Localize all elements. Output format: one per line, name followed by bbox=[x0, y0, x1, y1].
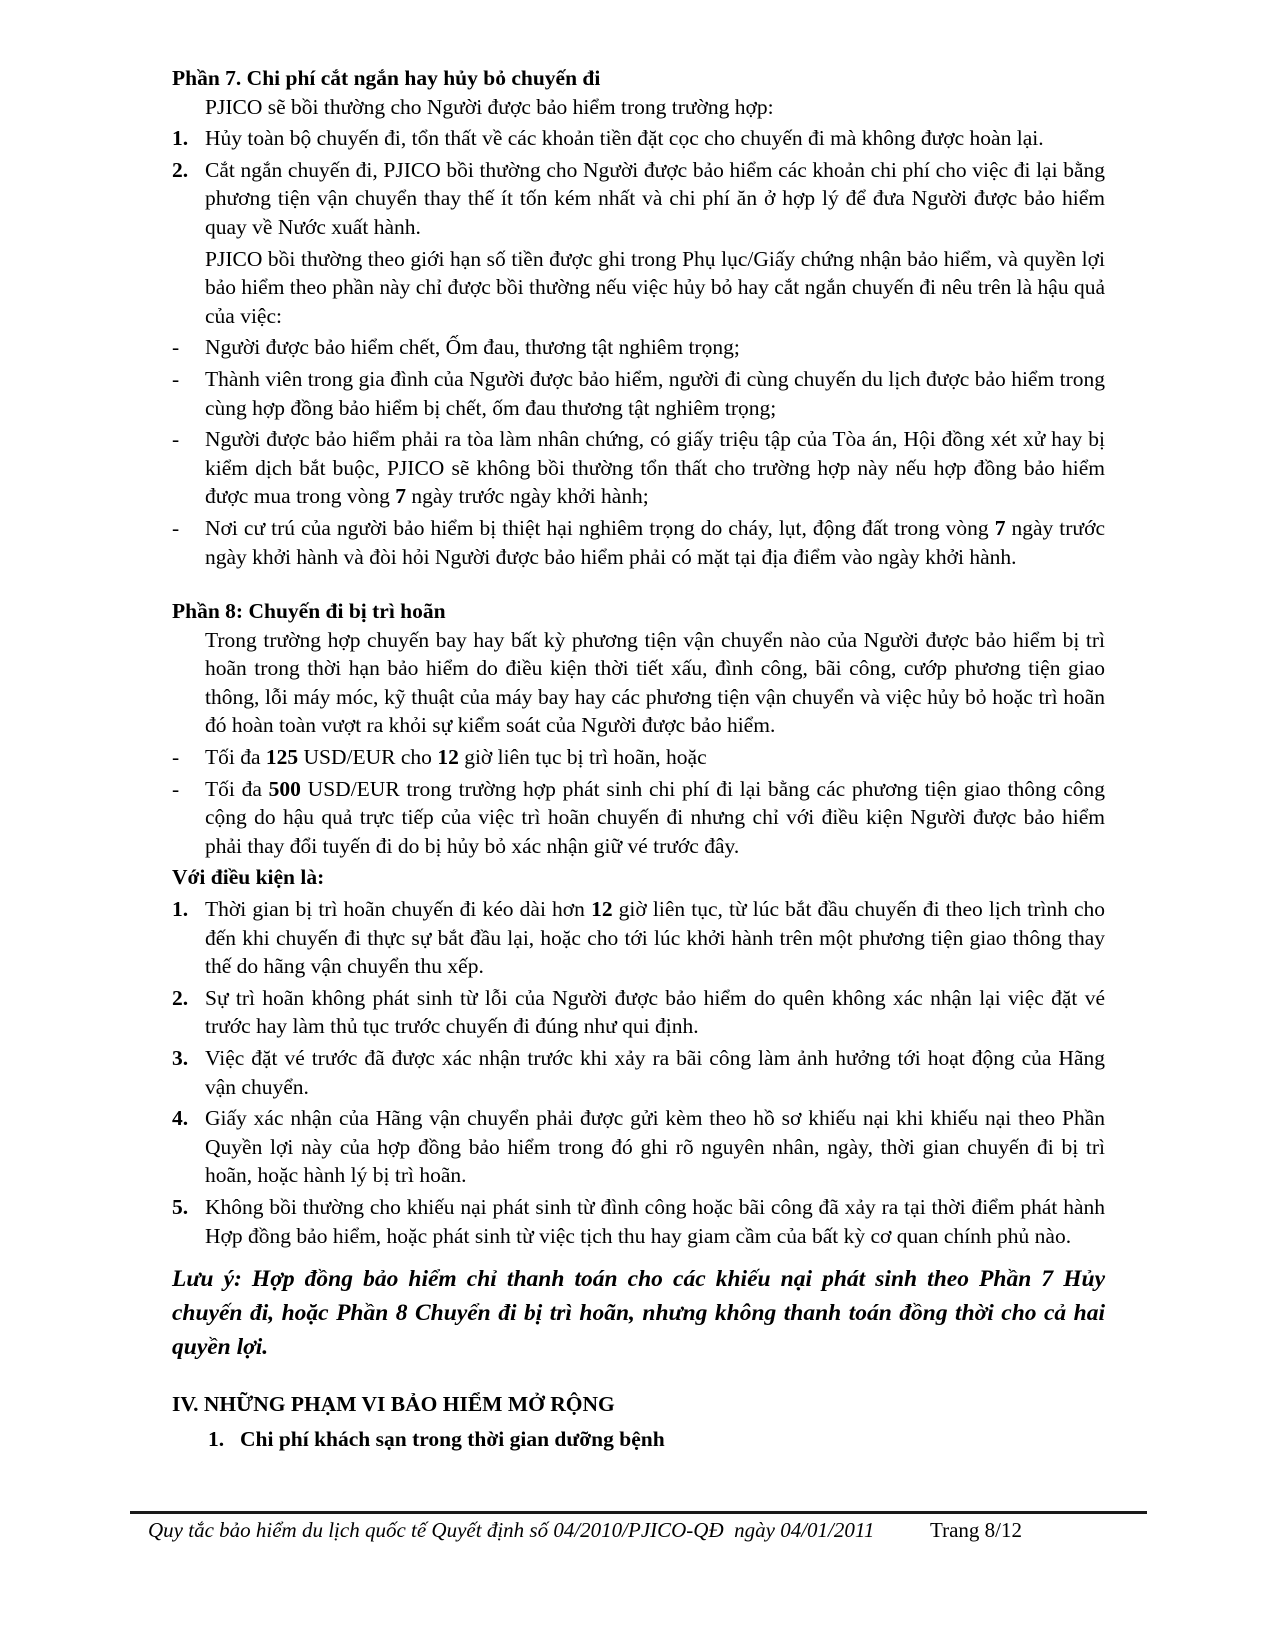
footer bbox=[130, 1517, 1147, 1544]
dash-marker: - bbox=[172, 335, 180, 360]
footer-rule bbox=[130, 1511, 1147, 1514]
section-7-continuation: PJICO bồi thường theo giới hạn số tiền được ghi trong Phụ lục/Giấy chứng nhận bảo hiểm, và quyền lợi bảo hiểm theo phần này chỉ được bồi thường nếu việc hủy bỏ hay cắt ngắn chuyến đi nêu trên là hậu quả của việc: bbox=[205, 246, 1105, 328]
list-marker: 1. bbox=[208, 1426, 225, 1451]
list-item-text: Sự trì hoãn không phát sinh từ lỗi của Người được bảo hiểm do quên không xác nhận lại việc đặt vé trước hay làm thủ tục trước chuyến đi đúng như qui định. bbox=[205, 985, 1105, 1039]
condition-item-2 bbox=[172, 984, 1105, 1041]
document-body bbox=[172, 64, 1105, 1453]
condition-item-1 bbox=[172, 895, 1105, 981]
section-7-intro: PJICO sẽ bồi thường cho Người được bảo hiểm trong trường hợp: bbox=[205, 94, 774, 119]
section-iv-heading: IV. NHỮNG PHẠM VI BẢO HIỂM MỞ RỘNG bbox=[172, 1392, 615, 1417]
list-item-text: Không bồi thường cho khiếu nại phát sinh từ đình công hoặc bãi công đã xảy ra tại thời điểm phát hành Hợp đồng bảo hiểm, hoặc phát sinh từ việc tịch thu hay giam cầm của bất kỳ cơ quan chính phủ nào. bbox=[205, 1194, 1105, 1248]
subsection-1-heading bbox=[172, 1425, 1105, 1454]
dash-item bbox=[172, 333, 1105, 362]
section-8-heading: Phần 8: Chuyến đi bị trì hoãn bbox=[172, 599, 446, 624]
conditions-heading: Với điều kiện là: bbox=[172, 865, 325, 890]
list-item-text: Hủy toàn bộ chuyến đi, tổn thất về các khoản tiền đặt cọc cho chuyến đi mà không được hoàn lại. bbox=[205, 126, 1044, 151]
list-marker: 1. bbox=[172, 126, 189, 151]
list-item-text: Người được bảo hiểm chết, Ốm đau, thương tật nghiêm trọng; bbox=[205, 335, 740, 360]
dash-marker: - bbox=[172, 427, 180, 452]
list-item-text: Cắt ngắn chuyến đi, PJICO bồi thường cho Người được bảo hiểm các khoản chi phí cho việc đi lại bằng phương tiện vận chuyển thay thế ít tốn kém nhất và chi phí ăn ở hợp lý để đưa Người được bảo hiểm quay về Nước xuất hành. bbox=[205, 157, 1105, 239]
dash-marker: - bbox=[172, 745, 180, 770]
list-marker: 2. bbox=[172, 157, 189, 182]
dash-marker: - bbox=[172, 776, 180, 801]
dash-item bbox=[172, 365, 1105, 422]
list-marker: 2. bbox=[172, 985, 189, 1010]
dash-item bbox=[172, 514, 1105, 571]
list-marker: 4. bbox=[172, 1106, 189, 1131]
subsection-1-text: Chi phí khách sạn trong thời gian dưỡng bệnh bbox=[240, 1426, 665, 1451]
condition-item-4 bbox=[172, 1104, 1105, 1190]
note-paragraph: Lưu ý: Hợp đồng bảo hiểm chỉ thanh toán cho các khiếu nại phát sinh theo Phần 7 Hủy chuyến đi, hoặc Phần 8 Chuyển đi bị trì hoãn, nhưng không thanh toán đồng thời cho cả hai quyền lợi. bbox=[172, 1266, 1105, 1361]
dash-item bbox=[172, 775, 1105, 861]
dash-marker: - bbox=[172, 366, 180, 391]
list-marker: 1. bbox=[172, 897, 189, 922]
footer-document-title: Quy tắc bảo hiểm du lịch quốc tế Quyết định số 04/2010/PJICO-QĐ ngày 04/01/2011 bbox=[148, 1518, 875, 1542]
numbered-item-1 bbox=[172, 124, 1105, 153]
list-item-text: Thành viên trong gia đình của Người được bảo hiểm, người đi cùng chuyến du lịch được bảo hiểm trong cùng hợp đồng bảo hiểm bị chết, ốm đau thương tật nghiêm trọng; bbox=[205, 366, 1105, 420]
list-item-text: Việc đặt vé trước đã được xác nhận trước khi xảy ra bãi công làm ảnh hưởng tới hoạt động của Hãng vận chuyển. bbox=[205, 1046, 1105, 1099]
list-item-text: Tối đa 500 USD/EUR trong trường hợp phát sinh chi phí đi lại bằng các phương tiện giao thông công cộng do hậu quả trực tiếp của việc trì hoãn chuyến đi nhưng chỉ với điều kiện Người được bảo hiểm phải thay đổi tuyến đi do bị hủy bỏ xác nhận giữ vé trước đây. bbox=[205, 776, 1105, 858]
page-number: Trang 8/12 bbox=[930, 1518, 1022, 1542]
list-item-text: Người được bảo hiểm phải ra tòa làm nhân chứng, có giấy triệu tập của Tòa án, Hội đồng xét xử hay bị kiểm dịch bắt buộc, PJICO sẽ không bồi thường tổn thất cho trường hợp này nếu hợp đồng bảo hiểm được mua trong vòng 7 ngày trước ngày khởi hành; bbox=[205, 427, 1105, 509]
dash-item bbox=[172, 743, 1105, 772]
list-marker: 5. bbox=[172, 1194, 189, 1219]
dash-marker: - bbox=[172, 515, 180, 540]
condition-item-3 bbox=[172, 1044, 1105, 1101]
section-7-heading: Phần 7. Chi phí cắt ngắn hay hủy bỏ chuyến đi bbox=[172, 66, 601, 90]
list-item-text: Tối đa 125 USD/EUR cho 12 giờ liên tục bị trì hoãn, hoặc bbox=[205, 745, 707, 770]
numbered-item-2 bbox=[172, 156, 1105, 242]
list-marker: 3. bbox=[172, 1046, 189, 1070]
condition-item-5 bbox=[172, 1193, 1105, 1250]
list-item-text: Thời gian bị trì hoãn chuyến đi kéo dài hơn 12 giờ liên tục, từ lúc bắt đầu chuyến đi theo lịch trình cho đến khi chuyến đi thực sự bắt đầu lại, hoặc cho tới lúc khởi hành trên một phương tiện giao thông thay thế do hãng vận chuyển thu xếp. bbox=[205, 897, 1106, 979]
dash-item bbox=[172, 425, 1105, 511]
list-item-text: Giấy xác nhận của Hãng vận chuyển phải được gửi kèm theo hồ sơ khiếu nại khi khiếu nại theo Phần Quyền lợi này của hợp đồng bảo hiểm trong đó ghi rõ nguyên nhân, ngày, thời gian chuyến đi bị trì hoãn, hoặc hành lý bị trì hoãn. bbox=[205, 1106, 1105, 1188]
section-8-paragraph: Trong trường hợp chuyến bay hay bất kỳ phương tiện vận chuyển nào của Người được bảo hiểm bị trì hoãn trong thời hạn bảo hiểm do điều kiện thời tiết xấu, đình công, bãi công, cướp phương tiện giao thông, lỗi máy móc, kỹ thuật của máy bay hay các phương tiện vận chuyển và việc hủy bỏ hoặc trì hoãn đó hoàn toàn vượt ra khỏi sự kiểm soát của Người được bảo hiểm. bbox=[205, 627, 1105, 738]
list-item-text: Nơi cư trú của người bảo hiểm bị thiệt hại nghiêm trọng do cháy, lụt, động đất trong vòng 7 ngày trước ngày khởi hành và đòi hỏi Người được bảo hiểm phải có mặt tại địa điểm vào ngày khởi hành. bbox=[205, 515, 1105, 569]
